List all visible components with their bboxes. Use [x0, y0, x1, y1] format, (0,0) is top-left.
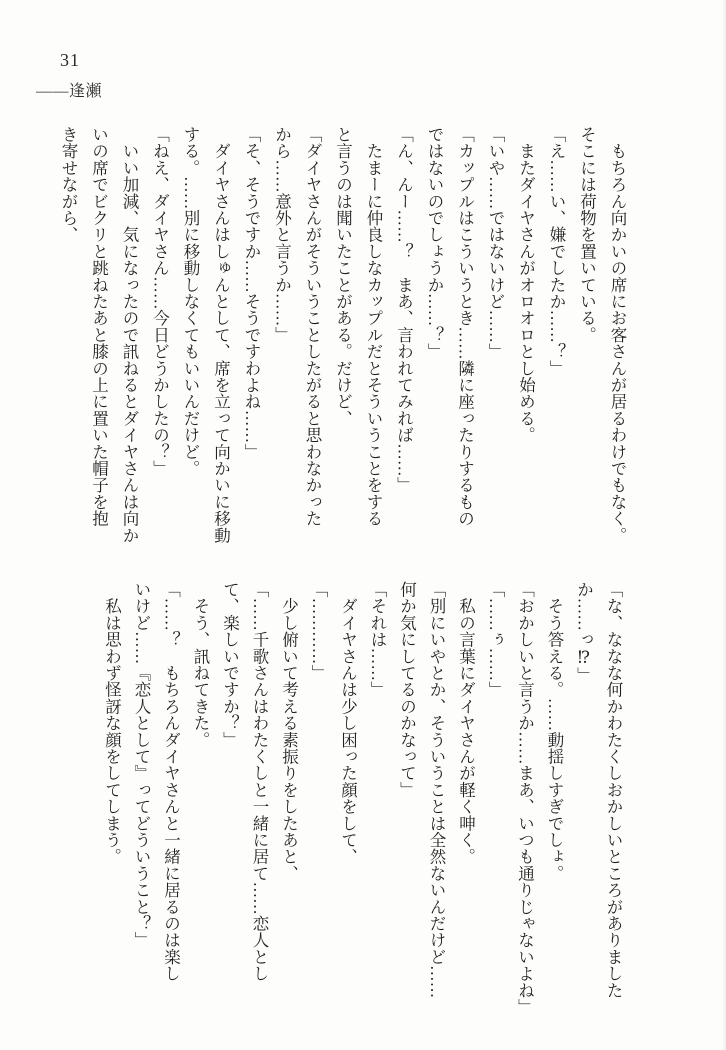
page-number: 31 [60, 50, 80, 70]
text-line: と言うのは聞いたことがある。だけど、 [333, 126, 353, 427]
text-line: またダイヤさんがオロオロとし始める。 [516, 126, 536, 444]
page-edge-shadow [722, 0, 726, 1050]
text-line: 「いや……ではないけど……」 [486, 126, 505, 360]
text-line: 「ねえ、ダイヤさん……今日どうかしたの？」 [150, 126, 170, 477]
text-line: 何か気にしてるのかなって」 [397, 581, 417, 799]
text-line: いの席でビクリと跳ねたあと膝の上に置いた帽子を抱 [89, 126, 109, 527]
text-line: 少し俯いて考える素振りをしたあと、 [279, 581, 299, 882]
text-line: て、楽しいですか？」 [220, 581, 240, 748]
text-line: 「……ぅ……」 [486, 581, 505, 698]
text-line: ダイヤさんは少し困った顔をして、 [338, 581, 358, 865]
text-line: 「……千歌さんはわたくしと一緒に居て……恋人とし [250, 581, 269, 982]
text-line: 私は思わず怪訝な顔をしてしまう。 [102, 581, 122, 865]
text-line: そう答える。……動揺しすぎでしょ。 [545, 581, 564, 882]
text-line: から……意外と言うか……」 [272, 126, 292, 344]
text-line: 「……？ もちろんダイヤさんと一緒に居るのは楽し [161, 581, 181, 982]
text-line: いい加減、気になったので訊ねるとダイヤさんは向か [120, 126, 139, 544]
text-line: もちろん向かいの席にお客さんが居るわけでもなく。 [608, 126, 627, 544]
text-line: 私の言葉にダイヤさんが軽く呻く。 [456, 581, 476, 865]
text-line: 「別にいやとか、そういうことは全然ないんだけど…… [427, 581, 446, 999]
text-line: 「え……い、嫌でしたか……？」 [547, 126, 566, 377]
text-line: そう、訊ねてきた。 [191, 581, 210, 748]
text-line: ダイヤさんはしゅんとして、席を立って向かいに移動 [211, 126, 231, 544]
text-line: いけど……『恋人として』ってどういうこと？」 [132, 581, 151, 949]
text-line: 「それは……」 [368, 581, 387, 698]
text-line: そこには荷物を置いている。 [577, 126, 597, 344]
text-line: する。……別に移動しなくてもいいんだけど。 [181, 126, 200, 477]
text-line: か……っ⁉」 [574, 581, 594, 684]
text-line: 「そ、そうですか……そうですわよね……」 [242, 126, 261, 460]
text-line: き寄せながら、 [59, 126, 78, 243]
text-line: 「ん、んー……？ まあ、言われてみれば……」 [394, 126, 414, 494]
text-line: ではないのでしょうか……？」 [425, 126, 444, 360]
text-block-lower [97, 581, 628, 1016]
text-line: 「おかしいと言うか……まあ、いつも通りじゃないよね」 [515, 581, 535, 1016]
text-block-upper [53, 126, 633, 548]
text-line: 「な、ななな何かわたくしおかしいところがありました [604, 581, 623, 999]
chapter-running-title: ——逢瀬 [36, 83, 103, 100]
text-line: たまーに仲良しなカップルだとそういうことをする [364, 126, 383, 527]
text-line: 「ダイヤさんがそういうことしたがると思わなかった [303, 126, 322, 527]
text-line: 「…………」 [309, 581, 328, 682]
text-line: 「カップルはこういうとき……隣に座ったりするもの [455, 126, 475, 527]
